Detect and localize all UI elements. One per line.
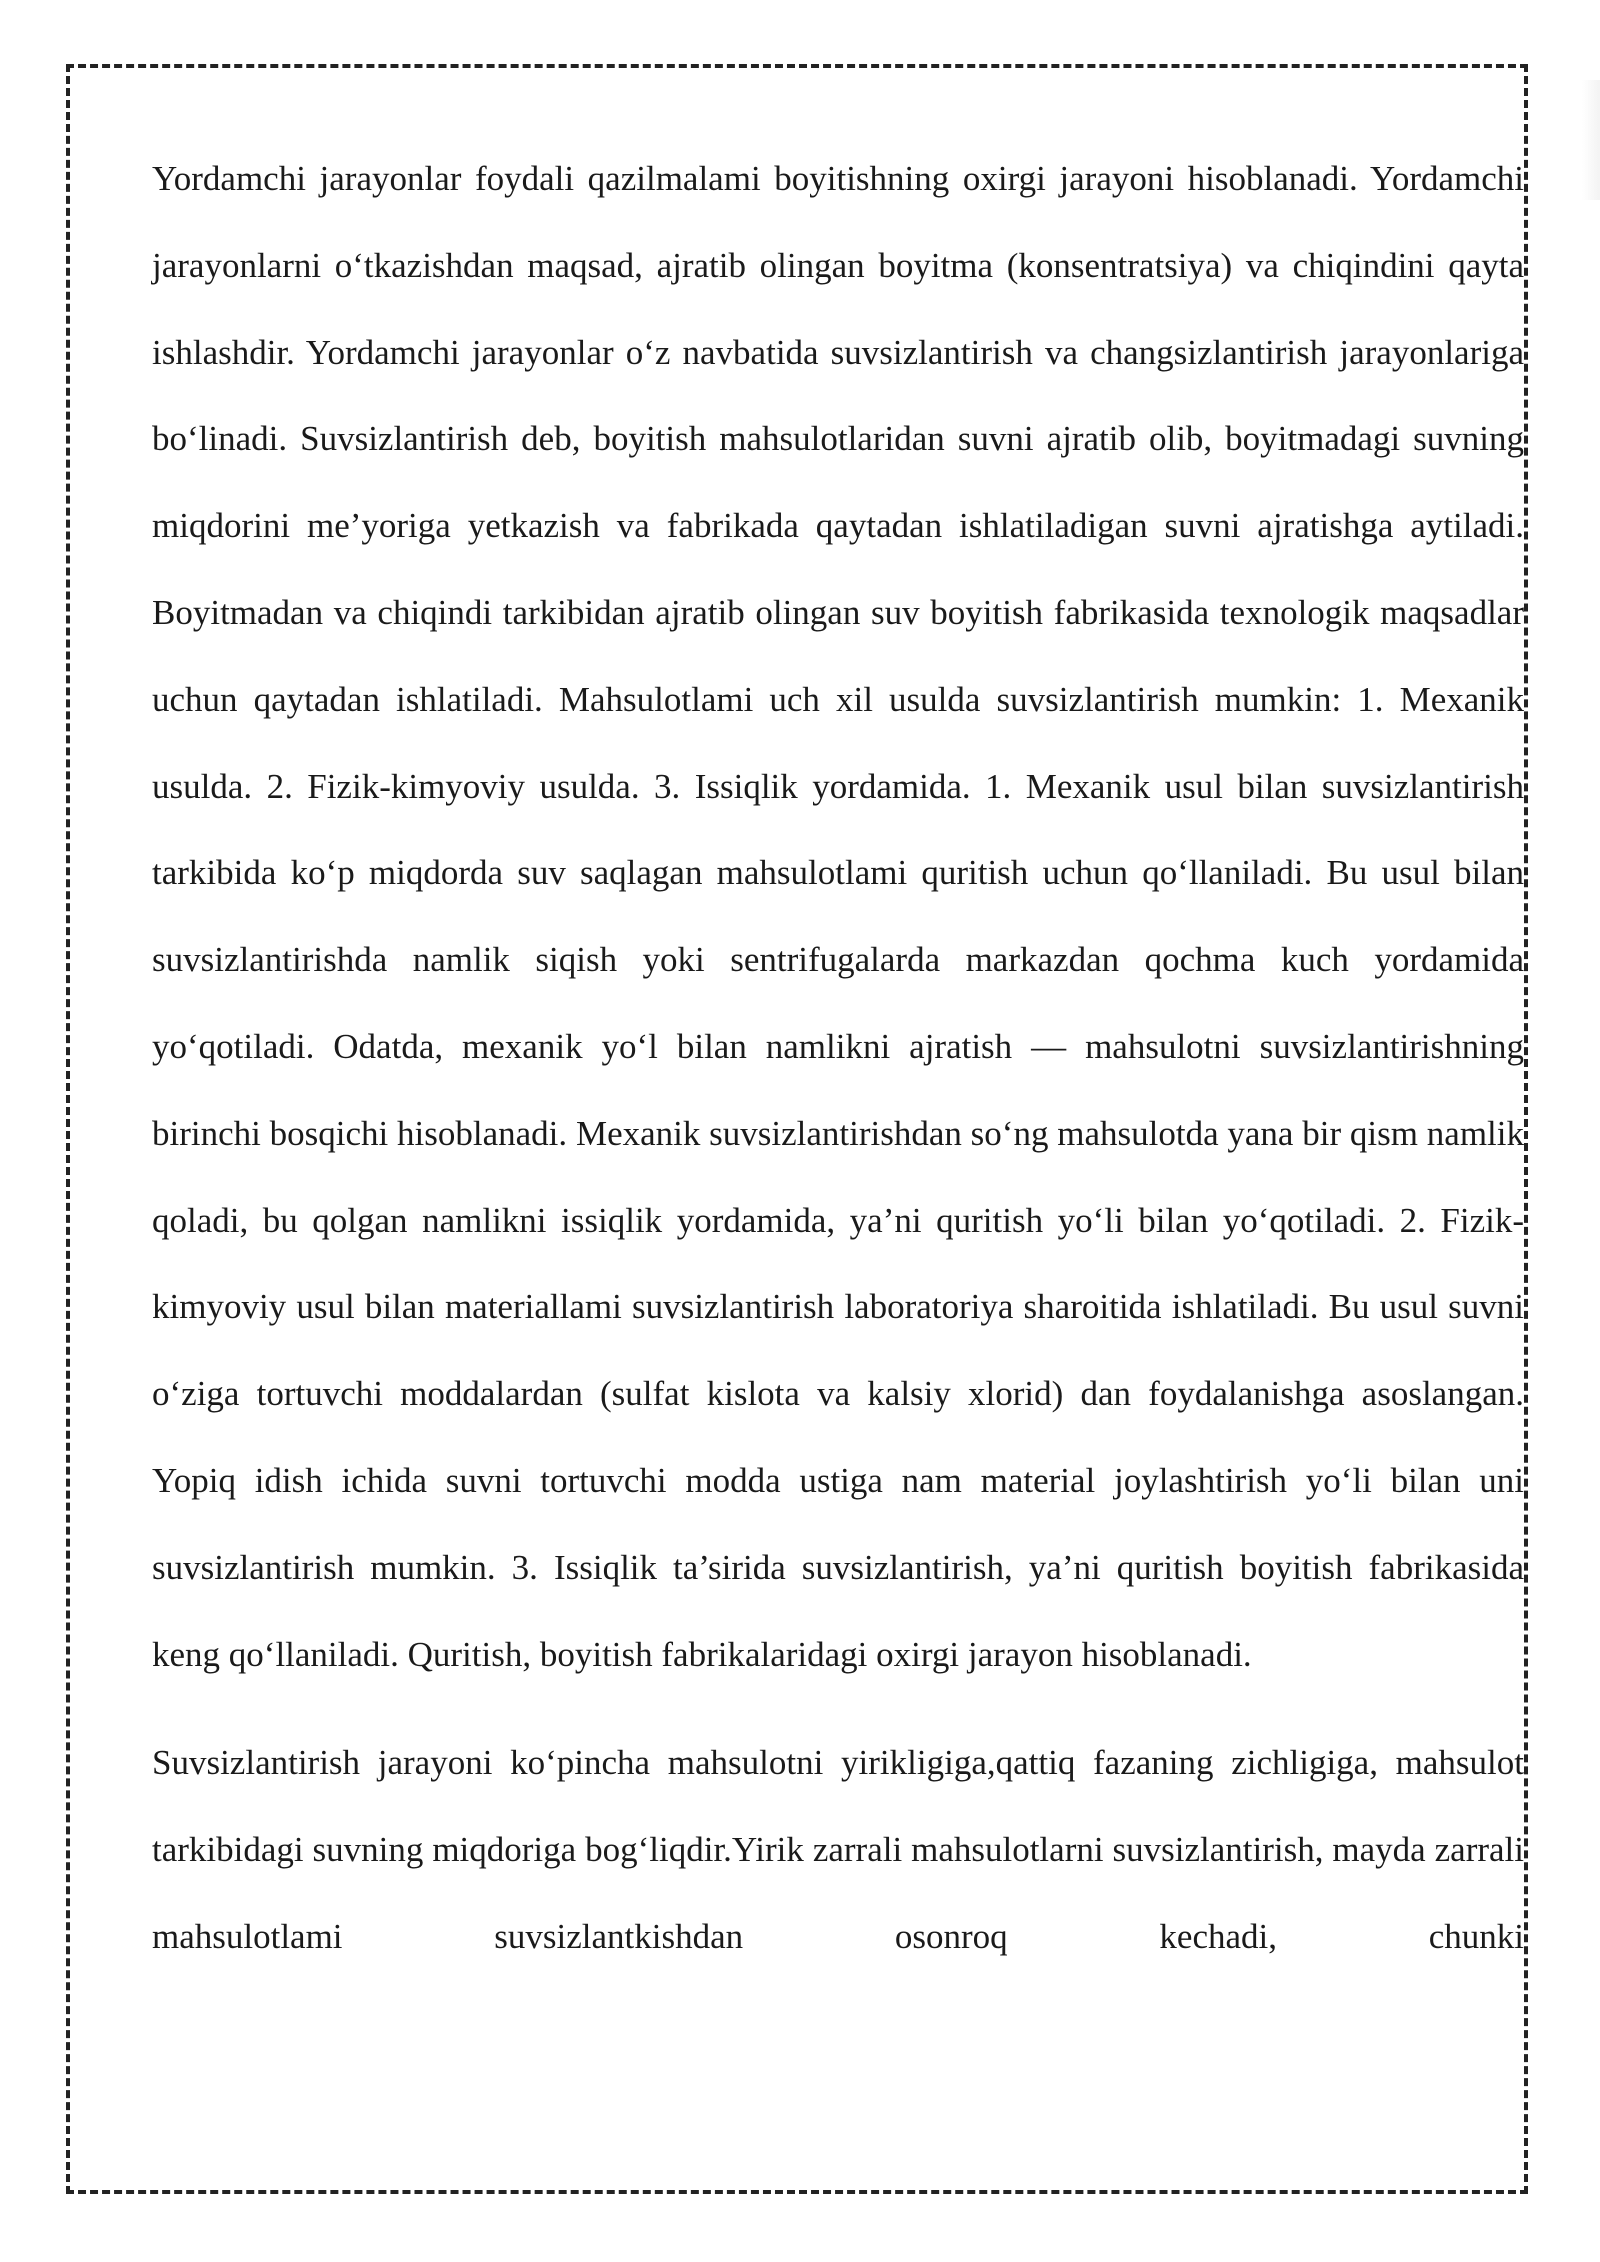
document-body <box>152 136 1524 1981</box>
paragraph-2: Suvsizlantirish jarayoni ko‘pincha mahsulotni yirikligiga,qattiq fazaning zichligiga, mahsulot tarkibidagi suvning miqdoriga bog‘liqdir.Yirik zarrali mahsulotlarni suvsizlantirish, mayda zarrali mahsulotlami suvsizlantkishdan osonroq kechadi, chunki <box>152 1743 1524 1956</box>
paragraph-1: Yordamchi jarayonlar foydali qazilmalami boyitishning oxirgi jarayoni hisoblanadi. Yordamchi jarayonlarni o‘tkazishdan maqsad, ajratib olingan boyitma (konsentratsiya) va chiqindini qayta ishlashdir. Yordamchi jarayonlar o‘z navbatida suvsizlantirish va changsizlantirish jarayonlariga bo‘linadi. Suvsizlantirish deb, boyitish mahsulotlaridan suvni ajratib olib, boyitmadagi suvning miqdorini me’yoriga yetkazish va fabrikada qaytadan ishlatiladigan suvni ajratishga aytiladi. Boyitmadan va chiqindi tarkibidan ajratib olingan suv boyitish fabrikasida texnologik maqsadlar uchun qaytadan ishlatiladi. Mahsulotlami uch xil usulda suvsizlantirish mumkin: 1. Mexanik usulda. 2. Fizik-kimyoviy usulda. 3. Issiqlik yordamida. 1. Mexanik usul bilan suvsizlantirish tarkibida ko‘p miqdorda suv saqlagan mahsulotlami quritish uchun qo‘llaniladi. Bu usul bilan suvsizlantirishda namlik siqish yoki sentrifugalarda markazdan qochma kuch yordamida yo‘qotiladi. Odatda, mexanik yo‘l bilan namlikni ajratish — mahsulotni suvsizlantirishning birinchi bosqichi hisoblanadi. Mexanik suvsizlantirishdan so‘ng mahsulotda yana bir qism namlik qoladi, bu qolgan namlikni issiqlik yordamida, ya’ni quritish yo‘li bilan yo‘qotiladi. 2. Fizik-kimyoviy usul bilan materiallami suvsizlantirish laboratoriya sharoitida ishlatiladi. Bu usul suvni o‘ziga tortuvchi moddalardan (sulfat kislota va kalsiy xlorid) dan foydalanishga asoslangan. Yopiq idish ichida suvni tortuvchi modda ustiga nam material joylashtirish yo‘li bilan uni suvsizlantirish mumkin. 3. Issiqlik ta’sirida suvsizlantirish, ya’ni quritish boyitish fabrikasida keng qo‘llaniladi. Quritish, boyitish fabrikalaridagi oxirgi jarayon hisoblanadi. <box>152 159 1524 1674</box>
page-edge-shadow <box>1582 80 1600 200</box>
